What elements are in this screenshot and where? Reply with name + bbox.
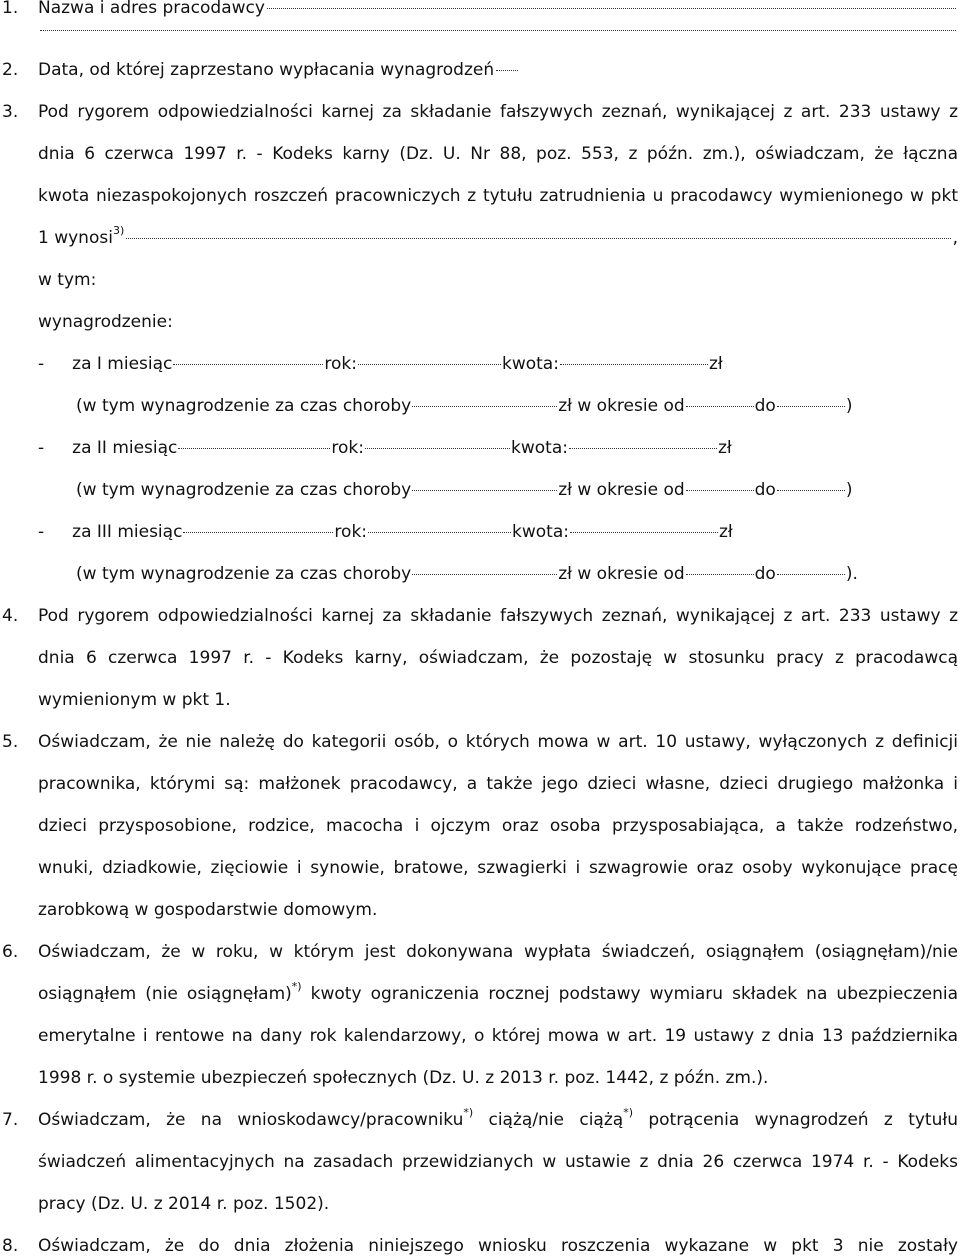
paragraph-line: pracownika, którymi są: małżonek pracodawcy, a także jego dzieci własne, dzieci drugiego małżonka i	[38, 774, 958, 794]
item-number: 6.	[2, 942, 19, 962]
date-from-field[interactable]	[686, 573, 754, 575]
employer-address-field[interactable]	[40, 29, 956, 31]
paragraph-line: Oświadczam, że w roku, w którym jest dokonywana wypłata świadczeń, osiągnąłem (osiągnęłam)/nie	[38, 942, 958, 962]
amount-field[interactable]	[560, 363, 708, 365]
paragraph-line: Pod rygorem odpowiedzialności karnej za składanie fałszywych zeznań, wynikającej z art. 233 ustawy z	[38, 606, 958, 626]
item-number: 7.	[2, 1110, 19, 1130]
stop-date-label: Data, od której zaprzestano wypłacania wynagrodzeń	[38, 60, 495, 80]
employer-name-line	[38, 0, 958, 19]
paragraph-line: kwota niezaspokojonych roszczeń pracowniczych z tytułu zatrudnienia u pracodawcy wymienionego w pkt	[38, 186, 958, 206]
date-to-field[interactable]	[777, 573, 845, 575]
total-amount-field[interactable]	[126, 237, 950, 239]
paragraph-line: dnia 6 czerwca 1997 r. - Kodeks karny (Dz. U. Nr 88, poz. 553, z późn. zm.), oświadczam, że łączna	[38, 144, 958, 164]
in-that-label: w tym:	[38, 270, 97, 290]
paragraph-line: wymienionym w pkt 1.	[38, 690, 231, 710]
paragraph-line: Pod rygorem odpowiedzialności karnej za składanie fałszywych zeznań, wynikającej z art. 233 ustawy z	[38, 102, 958, 122]
month-field[interactable]	[178, 447, 330, 449]
item-number: 3.	[2, 102, 19, 122]
month-field[interactable]	[183, 531, 333, 533]
date-to-field[interactable]	[777, 405, 845, 407]
amount-field[interactable]	[569, 447, 717, 449]
sick-pay-field[interactable]	[412, 573, 557, 575]
paragraph-line: wnuki, dziadkowie, zięciowie i synowie, bratowe, szwagierki i szwagrowie oraz osoby wykonujące pracę	[38, 858, 958, 878]
paragraph-line: dnia 6 czerwca 1997 r. - Kodeks karny, oświadczam, że pozostaję w stosunku pracy z pracodawcą	[38, 648, 958, 668]
total-amount-label: 1 wynosi$^{3)}$	[38, 224, 125, 248]
paragraph-line: pracy (Dz. U. z 2014 r. poz. 1502).	[38, 1194, 330, 1214]
item-number: 2.	[2, 60, 19, 80]
stop-date-line	[38, 59, 520, 81]
paragraph-line: dzieci przysposobione, rodzice, macocha i ojczym oraz osoba przysposabiająca, a także rodzeństwo,	[38, 816, 958, 836]
employer-name-label: Nazwa i adres pracodawcy	[38, 0, 265, 18]
paragraph-line: osiągnąłem (nie osiągnęłam)*) kwoty ograniczenia rocznej podstawy wymiaru składek na ubezpieczenia	[38, 980, 958, 1004]
sick-pay-row: (w tym wynagrodzenie za czas choroby zł w okresie od do ).	[76, 564, 858, 584]
employer-name-field[interactable]	[267, 7, 956, 9]
month-row: - za I miesiąc rok: kwota: zł	[38, 354, 723, 374]
sick-pay-row: (w tym wynagrodzenie za czas choroby zł w okresie od do )	[76, 396, 853, 416]
item-number: 4.	[2, 606, 19, 626]
year-field[interactable]	[365, 447, 510, 449]
year-field[interactable]	[358, 363, 501, 365]
paragraph-line: świadczeń alimentacyjnych na zasadach przewidzianych w ustawie z dnia 26 czerwca 1974 r. - Kodeks	[38, 1152, 958, 1172]
sick-pay-field[interactable]	[412, 489, 557, 491]
year-field[interactable]	[368, 531, 511, 533]
paragraph-line: 1998 r. o systemie ubezpieczeń społecznych (Dz. U. z 2013 r. poz. 1442, z późn. zm.).	[38, 1068, 769, 1088]
comma: ,	[952, 228, 958, 248]
paragraph-line: Oświadczam, że na wnioskodawcy/pracowniku*) ciążą/nie ciążą*) potrącenia wynagrodzeń z tytułu	[38, 1106, 958, 1130]
date-from-field[interactable]	[686, 405, 754, 407]
paragraph-line: zarobkową w gospodarstwie domowym.	[38, 900, 378, 920]
paragraph-line: Oświadczam, że nie należę do kategorii osób, o których mowa w art. 10 ustawy, wyłączonych z definicji	[38, 732, 958, 752]
total-amount-line	[38, 224, 958, 249]
item-number: 8.	[2, 1236, 19, 1256]
wages-label: wynagrodzenie:	[38, 312, 173, 332]
date-from-field[interactable]	[686, 489, 754, 491]
paragraph-line: emerytalne i rentowe na dany rok kalendarzowy, o której mowa w art. 19 ustawy z dnia 13 października	[38, 1026, 958, 1046]
month-field[interactable]	[173, 363, 323, 365]
month-row: - za III miesiąc rok: kwota: zł	[38, 522, 733, 542]
sick-pay-field[interactable]	[412, 405, 557, 407]
sick-pay-row: (w tym wynagrodzenie za czas choroby zł w okresie od do )	[76, 480, 853, 500]
month-row: - za II miesiąc rok: kwota: zł	[38, 438, 732, 458]
employer-address-line	[38, 33, 958, 35]
item-number: 5.	[2, 732, 19, 752]
paragraph-line: Oświadczam, że do dnia złożenia niniejszego wniosku roszczenia wykazane w pkt 3 nie zostały	[38, 1236, 958, 1256]
item-number: 1.	[2, 0, 19, 18]
stop-date-field[interactable]	[496, 69, 518, 71]
amount-field[interactable]	[570, 531, 718, 533]
date-to-field[interactable]	[777, 489, 845, 491]
